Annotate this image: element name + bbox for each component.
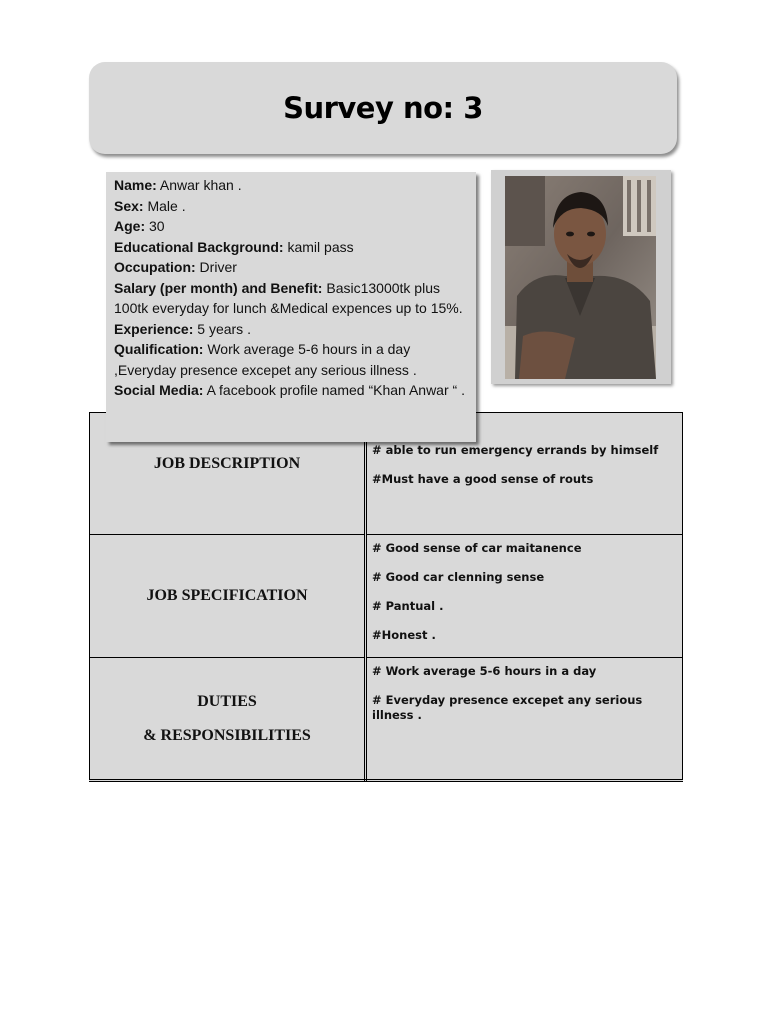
profile-qualification — [114, 339, 476, 380]
profile-occupation — [114, 257, 476, 278]
education-value: kamil pass — [283, 238, 354, 255]
duties-label-line2: & RESPONSIBILITIES — [143, 726, 311, 744]
job-description-label: JOB DESCRIPTION — [153, 454, 301, 472]
list-item: # Everyday presence excepet any serious illness . — [372, 693, 643, 722]
list-item: #Honest . — [372, 628, 436, 642]
sex-value: Male . — [143, 197, 186, 214]
name-value: Anwar khan . — [156, 177, 242, 193]
social-label: Social Media: — [114, 382, 204, 398]
experience-label: Experience: — [114, 320, 194, 337]
person-photo-icon — [505, 176, 656, 379]
duties-label-line1: DUTIES — [197, 692, 257, 710]
job-specification-label: JOB SPECIFICATION — [146, 587, 308, 604]
list-item: # Work average 5-6 hours in a day — [372, 664, 597, 678]
profile-salary — [114, 278, 476, 319]
profile-education — [114, 237, 476, 258]
list-item: # able to run emergency errands by himself — [372, 443, 659, 457]
job-specification-content-cell — [366, 535, 683, 658]
profile-info-box — [106, 172, 476, 442]
job-table — [89, 412, 683, 782]
qualification-label: Qualification: — [114, 341, 204, 357]
salary-label: Salary (per month) and Benefit: — [114, 279, 323, 296]
survey-title-box — [89, 62, 677, 154]
experience-value: 5 years . — [193, 320, 251, 337]
sex-label: Sex: — [114, 197, 144, 214]
name-label: Name: — [114, 177, 157, 193]
age-label: Age: — [114, 218, 146, 234]
photo-frame — [491, 170, 671, 384]
occupation-value: Driver — [195, 259, 237, 275]
duties-label-cell — [90, 658, 366, 781]
list-item: #Must have a good sense of routs — [372, 472, 594, 486]
job-table-wrapper — [89, 412, 683, 782]
duties-content-cell — [366, 658, 683, 781]
qualification-value: Work average 5-6 hours in a day ,Everyday presence excepet any serious illness . — [114, 341, 417, 378]
list-item: # Pantual . — [372, 599, 444, 613]
list-item: # Good sense of car maitanence — [372, 541, 582, 555]
list-item: # Good car clenning sense — [372, 570, 545, 584]
profile-sex — [114, 196, 476, 217]
age-value: 30 — [145, 218, 165, 234]
profile-photo — [505, 176, 656, 379]
profile-experience — [114, 319, 476, 340]
survey-title: Survey no: 3 — [283, 91, 483, 125]
profile-social-media — [114, 380, 476, 401]
occupation-label: Occupation: — [114, 259, 196, 275]
education-label: Educational Background: — [114, 238, 284, 255]
profile-name — [114, 175, 476, 196]
profile-age — [114, 216, 476, 237]
job-specification-label-cell — [90, 535, 366, 658]
table-row — [90, 535, 683, 658]
social-value: A facebook profile named “Khan Anwar “ . — [203, 382, 465, 398]
table-row — [90, 658, 683, 781]
salary-value: Basic13000tk plus 100tk everyday for lunch &Medical expences up to 15%. — [114, 279, 463, 316]
